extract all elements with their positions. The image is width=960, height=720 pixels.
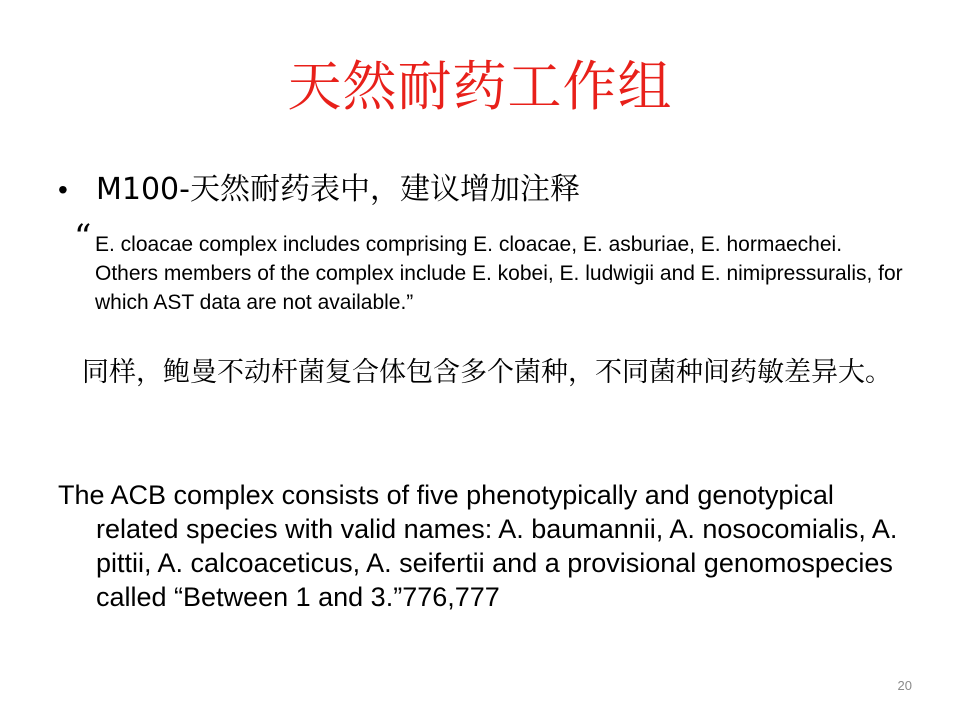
bullet-text: M100-天然耐药表中，建议增加注释: [96, 172, 580, 207]
page-number: 20: [897, 678, 912, 693]
bullet-marker: •: [58, 174, 68, 205]
chinese-note: 同样，鲍曼不动杆菌复合体包含多个菌种，不同菌种间药敏差异大。: [82, 357, 892, 388]
quote-text: E. cloacae complex includes comprising E. cloacae, E. asburiae, E. hormaechei. Others members of the complex include E. kobei, E. ludwigii and E. nimipressuralis, for which AST data are not available.”: [95, 233, 903, 314]
quote-open-mark: “: [74, 217, 92, 257]
acb-paragraph: The ACB complex consists of five phenotypically and genotypical related species with valid names: A. baumannii, A. nosocomialis, A. pittii, A. calcoaceticus, A. seifertii and a provisional genomospecies called “Between 1 and 3.”776,777: [58, 480, 898, 612]
slide-title: 天然耐药工作组: [287, 55, 673, 118]
bullet-item: [58, 168, 918, 212]
